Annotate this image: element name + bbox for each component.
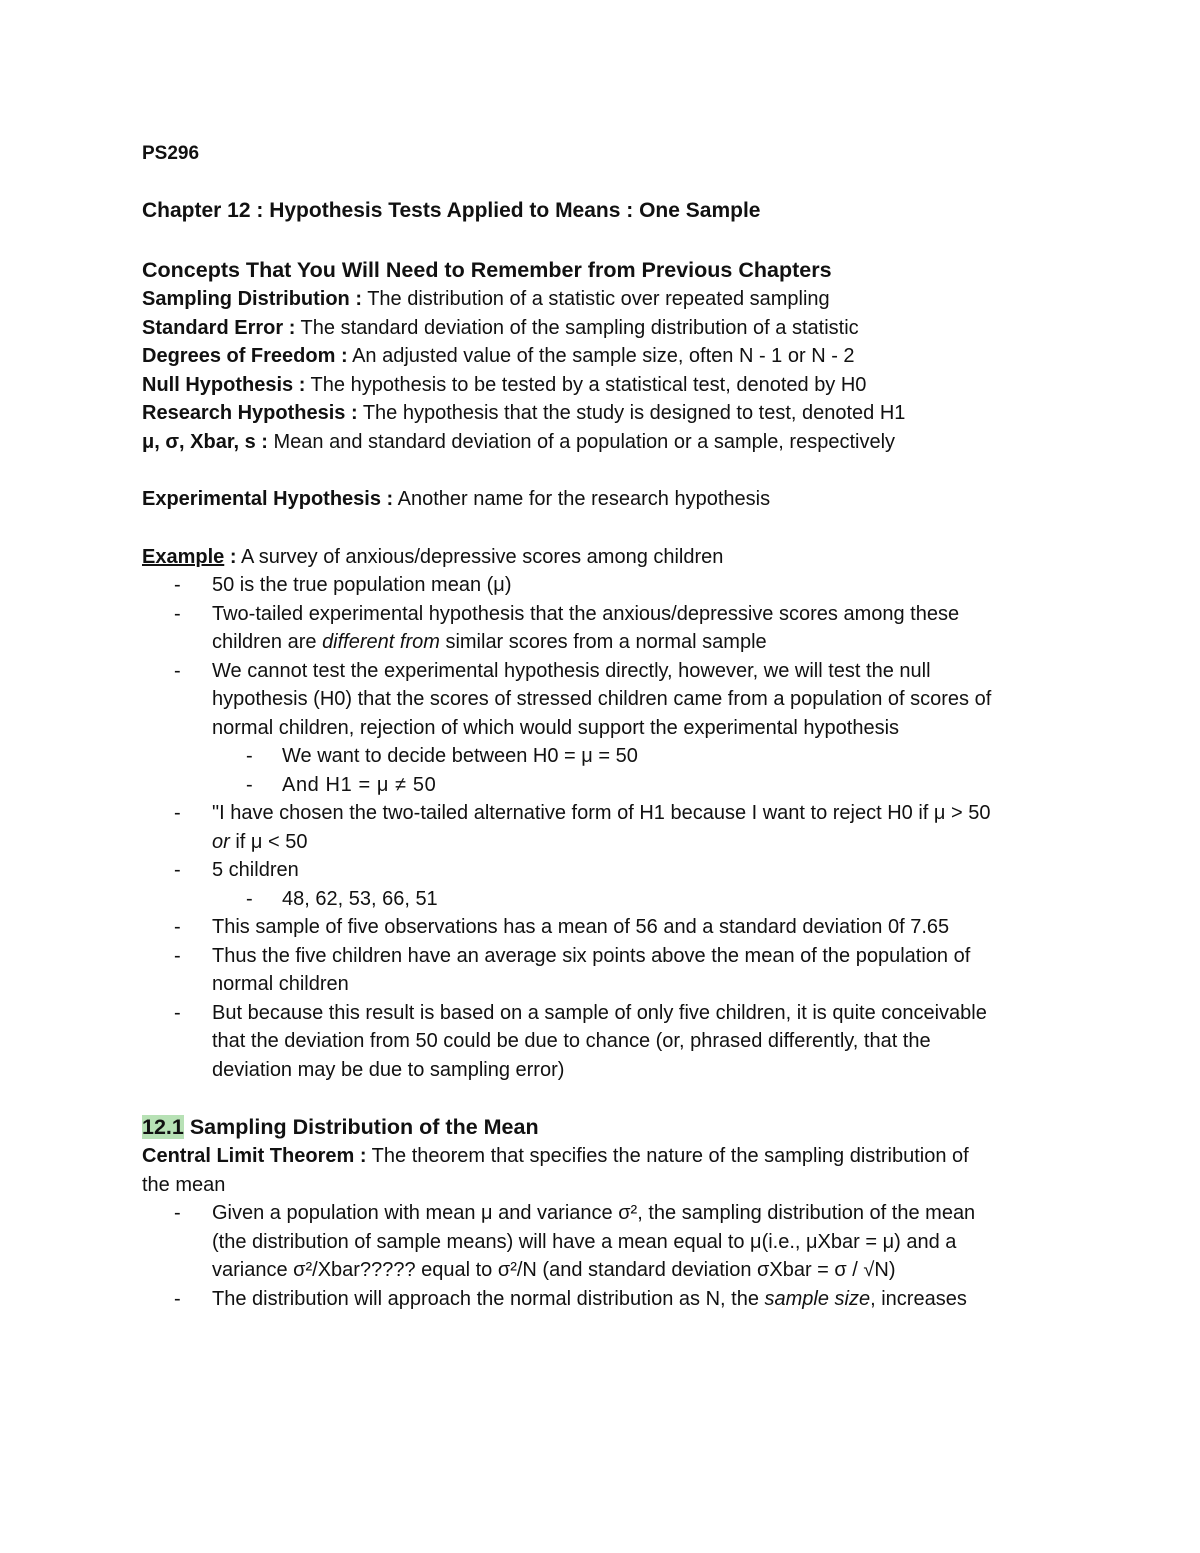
sub-list-item: - 48, 62, 53, 66, 51 (246, 887, 438, 910)
section-heading-12-1: 12.1 Sampling Distribution of the Mean (142, 1115, 539, 1139)
term-degrees-of-freedom: Degrees of Freedom : An adjusted value of the sample size, often N - 1 or N - 2 (142, 345, 855, 367)
chapter-title: Chapter 12 : Hypothesis Tests Applied to Means : One Sample (142, 199, 761, 222)
list-item: - Two-tailed experimental hypothesis that the anxious/depressive scores among these children are different from similar scores from a normal sample (174, 602, 960, 653)
term-null-hypothesis: Null Hypothesis : The hypothesis to be tested by a statistical test, denoted by H0 (142, 373, 867, 396)
clt-definition-cont: the mean (142, 1173, 226, 1196)
term-research-hypothesis: Research Hypothesis : The hypothesis that the study is designed to test, denoted H1 (142, 402, 906, 424)
sub-list-item: - We want to decide between H0 = μ = 50 (246, 745, 638, 767)
list-item: - Thus the five children have an average six points above the mean of the population of normal children (174, 944, 971, 995)
example-label: Example (142, 545, 225, 568)
term-sampling-distribution: Sampling Distribution : The distribution of a statistic over repeated sampling (142, 288, 830, 310)
list-item: - This sample of five observations has a mean of 56 and a standard deviation 0f 7.65 (174, 916, 950, 938)
list-item: - Given a population with mean μ and variance σ², the sampling distribution of the mean (the distribution of sample means) will have a mean equal to μ(i.e., μXbar = μ) and a variance σ²/Xbar????? equal to σ²/N (and standard deviation σXbar = σ / √N) (174, 1202, 976, 1281)
course-code: PS296 (142, 143, 200, 164)
sub-list-item: - And H1 = μ ≠ 50 (246, 773, 437, 796)
list-item: - We cannot test the experimental hypothesis directly, however, we will test the null hypothesis (H0) that the scores of stressed children came from a population of scores of normal children, rejection of which would support the experimental hypothesis (174, 659, 992, 739)
term-standard-error: Standard Error : The standard deviation of the sampling distribution of a statistic (142, 316, 859, 339)
term-symbols: μ, σ, Xbar, s : Mean and standard deviation of a population or a sample, respectively (142, 430, 896, 453)
list-item: - 5 children (174, 859, 299, 881)
list-item: - 50 is the true population mean (μ) (174, 574, 512, 596)
list-item: - But because this result is based on a sample of only five children, it is quite conceivable that the deviation from 50 could be due to chance (or, phrased differently, that the deviation may be due to sampling error) (174, 1001, 987, 1081)
list-item: - "I have chosen the two-tailed alternative form of H1 because I want to reject H0 if μ > 50 or if μ < 50 (174, 802, 991, 853)
term-central-limit-theorem: Central Limit Theorem : The theorem that specifies the nature of the sampling distribution of (142, 1145, 969, 1167)
example-intro: Example : A survey of anxious/depressive scores among children (142, 545, 724, 568)
section-number-highlight: 12.1 (142, 1115, 184, 1139)
list-item: - The distribution will approach the normal distribution as N, the sample size, increases (174, 1287, 967, 1310)
concepts-heading: Concepts That You Will Need to Remember from Previous Chapters (142, 258, 832, 282)
document-page (142, 140, 1062, 1313)
term-experimental-hypothesis: Experimental Hypothesis : Another name for the research hypothesis (142, 488, 771, 510)
